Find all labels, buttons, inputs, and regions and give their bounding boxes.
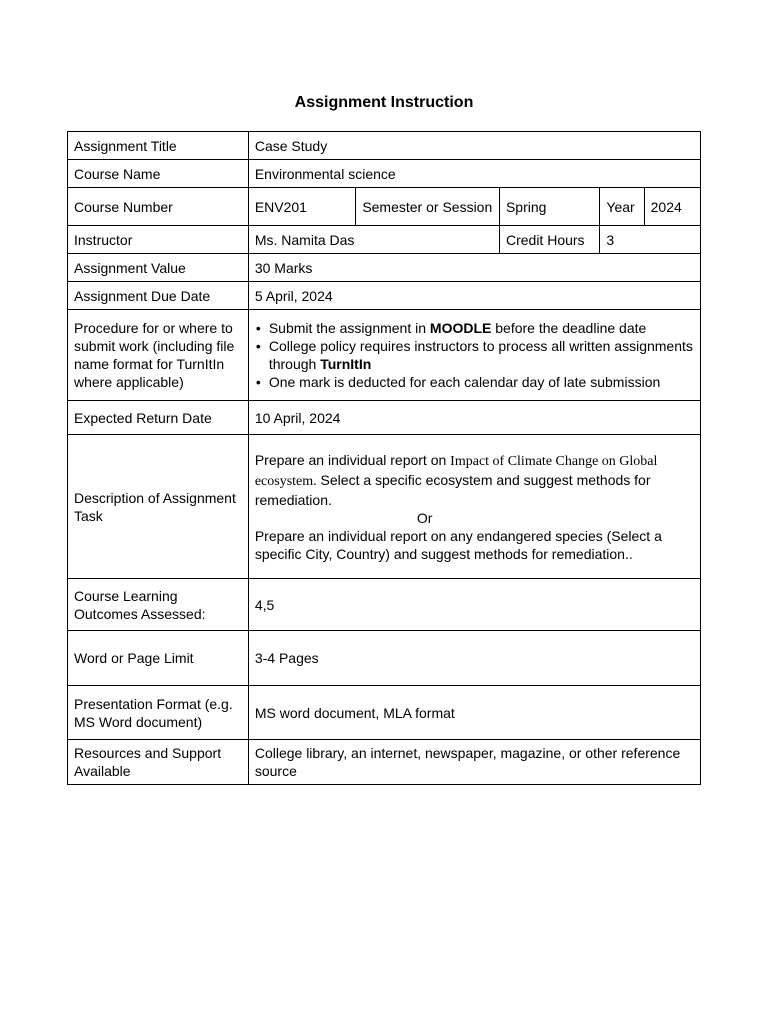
due-date-value: 5 April, 2024 <box>248 282 700 310</box>
description-option-1 <box>255 451 694 509</box>
turnitin-bold: TurnItIn <box>320 356 372 372</box>
assignment-value-value: 30 Marks <box>248 254 700 282</box>
year-value: 2024 <box>644 188 700 226</box>
due-date-label: Assignment Due Date <box>68 282 249 310</box>
row-course-name <box>68 160 701 188</box>
procedure-item <box>255 373 694 391</box>
moodle-bold: MOODLE <box>429 320 492 336</box>
credit-hours-value: 3 <box>600 226 701 254</box>
course-name-value: Environmental science <box>248 160 700 188</box>
description-text: Select a specific ecosystem and suggest methods for remediation. <box>254 471 651 508</box>
procedure-item <box>255 337 694 373</box>
row-due-date <box>68 282 701 310</box>
row-resources <box>68 740 701 785</box>
description-option-2: Prepare an individual report on any endangered species (Select a specific City, Country) and suggest methods for remediation.. <box>254 527 662 562</box>
semester-label: Semester or Session <box>356 188 500 226</box>
page-title: Assignment Instruction <box>294 94 474 111</box>
row-description <box>68 435 701 579</box>
procedure-item-text: One mark is deducted for each calendar day of late submission <box>268 374 661 390</box>
procedure-item <box>255 319 694 337</box>
description-or: Or <box>416 509 433 526</box>
course-number-label: Course Number <box>68 188 249 226</box>
assignment-title-value: Case Study <box>248 132 700 160</box>
procedure-label: Procedure for or where to submit work (including file name format for TurnItIn where applicable) <box>68 310 249 401</box>
assignment-table <box>67 131 701 785</box>
course-name-label: Course Name <box>68 160 249 188</box>
row-outcomes <box>68 579 701 631</box>
resources-value: College library, an internet, newspaper, magazine, or other reference source <box>248 740 700 785</box>
course-number-value: ENV201 <box>248 188 355 226</box>
assignment-title-label: Assignment Title <box>68 132 249 160</box>
year-label: Year <box>600 188 644 226</box>
credit-hours-label: Credit Hours <box>499 226 599 254</box>
outcomes-label: Course Learning Outcomes Assessed: <box>68 579 249 631</box>
row-instructor <box>68 226 701 254</box>
description-topic: Impact of Climate Change on Global ecosystem. <box>254 453 658 489</box>
description-value <box>248 435 700 579</box>
procedure-item-text: Submit the assignment in <box>268 320 430 336</box>
description-label: Description of Assignment Task <box>68 435 249 579</box>
assignment-value-label: Assignment Value <box>68 254 249 282</box>
presentation-value: MS word document, MLA format <box>248 686 700 740</box>
row-assignment-title <box>68 132 701 160</box>
word-limit-value: 3-4 Pages <box>248 631 700 686</box>
outcomes-value: 4,5 <box>248 579 700 631</box>
row-assignment-value <box>68 254 701 282</box>
procedure-item-text: College policy requires instructors to process all written assignments through <box>268 338 693 372</box>
instructor-value: Ms. Namita Das <box>248 226 499 254</box>
return-date-value: 10 April, 2024 <box>248 401 700 435</box>
row-word-limit <box>68 631 701 686</box>
word-limit-label: Word or Page Limit <box>68 631 249 686</box>
description-text: Prepare an individual report on <box>254 451 451 468</box>
resources-label: Resources and Support Available <box>68 740 249 785</box>
semester-value: Spring <box>499 188 599 226</box>
procedure-list <box>255 319 694 391</box>
row-course-number <box>68 188 701 226</box>
presentation-label: Presentation Format (e.g. MS Word document) <box>68 686 249 740</box>
procedure-item-text: before the deadline date <box>491 320 647 336</box>
procedure-value <box>248 310 700 401</box>
row-return-date <box>68 401 701 435</box>
instructor-label: Instructor <box>68 226 249 254</box>
row-procedure <box>68 310 701 401</box>
return-date-label: Expected Return Date <box>68 401 249 435</box>
row-presentation <box>68 686 701 740</box>
